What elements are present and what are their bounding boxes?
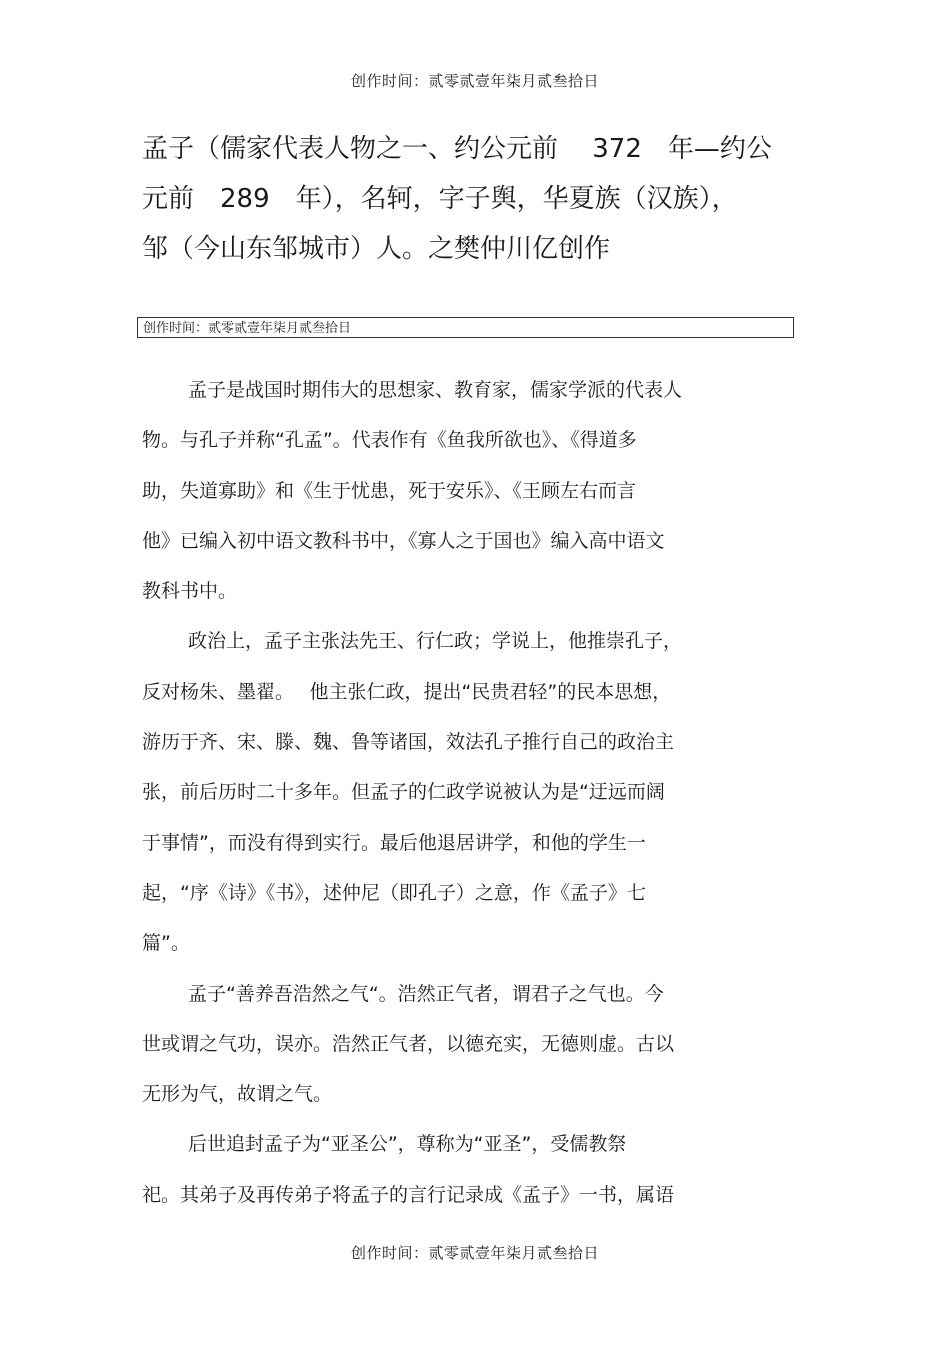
body-line: 教科书中。 [142,580,238,603]
body-line: 后世追封孟子为“亚圣公”，尊称为“亚圣”，受儒教祭 [188,1133,627,1156]
body-line: 起，“序《诗》《书》，述仲尼（即孔子）之意，作《孟子》七 [142,881,646,904]
body-line: 孟子“善养吾浩然之气“。浩然正气者，谓君子之气也。今 [188,982,664,1005]
body-line: 游历于齐、宋、滕、魏、鲁等诸国，效法孔子推行自己的政治主 [142,731,675,754]
body-line: 助，失道寡助》和《生于忧患，死于安乐》、《王顾左右而言 [142,479,637,502]
footer-creation-time: 创作时间：贰零贰壹年柒月贰叁拾日 [350,1244,599,1262]
header-creation-time: 创作时间：贰零贰壹年柒月贰叁拾日 [350,72,599,90]
body-line: 孟子是战国时期伟大的思想家、教育家，儒家学派的代表人 [188,379,683,401]
body-line: 反对杨朱、墨翟。 他主张仁政，提出“民贵君轻”的民本思想， [142,680,672,703]
body-line: 物。与孔子并称“孔孟”。代表作有《鱼我所欲也》、《得道多 [142,429,637,452]
boxed-creation-time: 创作时间：贰零贰壹年柒月贰叁拾日 [137,317,794,338]
title-line-1: 孟子（儒家代表人物之一、约公元前 372 年—约公 [142,134,772,164]
title-line-2: 元前 289 年），名轲，字子舆，华夏族（汉族）， [142,184,738,214]
body-line: 无形为气，故谓之气。 [142,1083,333,1106]
title-line-3: 邹（今山东邹城市）人。之樊仲川亿创作 [142,234,611,264]
body-text [142,365,762,1220]
body-line: 他》已编入初中语文教科书中，《寡人之于国也》编入高中语文 [142,529,665,552]
body-line: 祀。其弟子及再传弟子将孟子的言行记录成《孟子》一书，属语 [142,1183,675,1206]
body-line: 张，前后历时二十多年。但孟子的仁政学说被认为是“迂远而阔 [142,781,665,804]
body-line: 于事情”，而没有得到实行。最后他退居讲学，和他的学生一 [142,831,646,854]
body-line: 篇”。 [142,932,190,955]
body-line: 政治上，孟子主张法先王、行仁政；学说上，他推崇孔子， [188,630,683,653]
body-line: 世或谓之气功，误亦。浩然正气者，以德充实，无德则虚。古以 [142,1032,675,1055]
document-title [142,124,822,274]
